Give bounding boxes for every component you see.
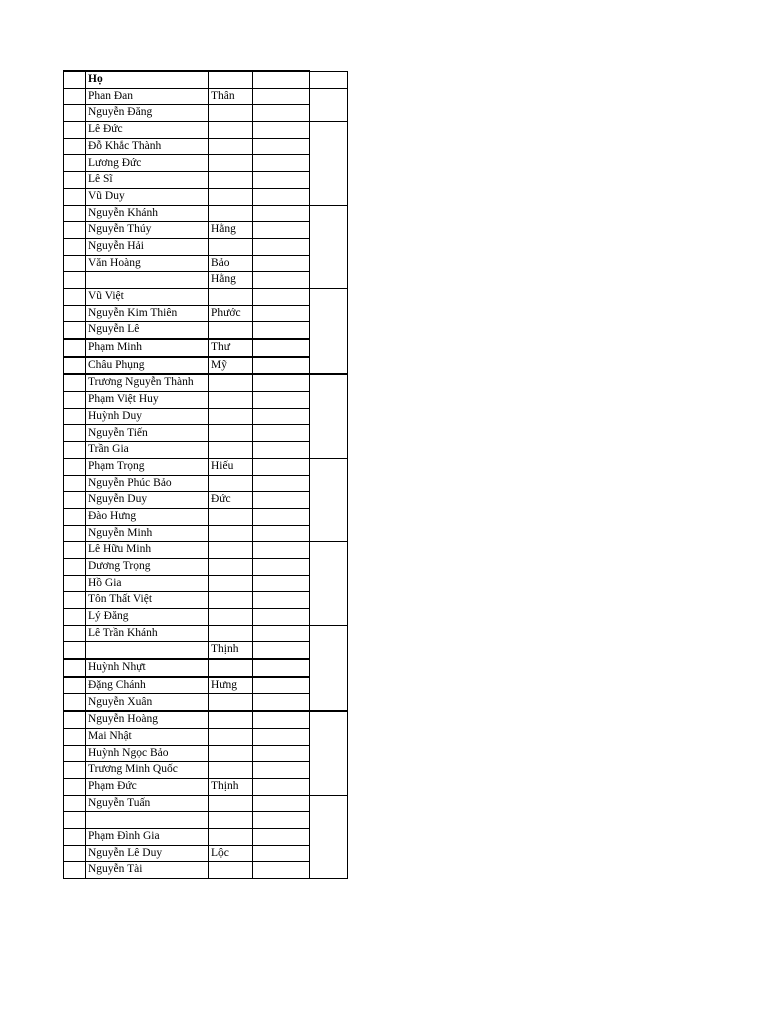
ten-cell (209, 525, 253, 542)
header-col5-cell (310, 71, 348, 88)
group-cell (310, 845, 348, 862)
table-row (64, 88, 348, 105)
group-cell (310, 475, 348, 492)
blank-cell (253, 442, 310, 459)
table-row (64, 475, 348, 492)
table-row (64, 155, 348, 172)
table-row (64, 122, 348, 139)
ho-cell: Vũ Duy (86, 188, 209, 205)
group-cell (310, 575, 348, 592)
ten-cell (209, 711, 253, 728)
blank-cell (253, 238, 310, 255)
ho-cell: Lê Trần Khánh (86, 625, 209, 642)
index-cell (64, 812, 86, 829)
student-name-table (63, 70, 348, 879)
table-row (64, 862, 348, 879)
group-cell (310, 88, 348, 105)
ten-cell: Hằng (209, 222, 253, 239)
ten-cell (209, 558, 253, 575)
blank-cell (253, 642, 310, 659)
blank-cell (253, 322, 310, 339)
index-cell (64, 155, 86, 172)
ho-cell: Phan Đan (86, 88, 209, 105)
group-cell (310, 677, 348, 694)
index-cell (64, 711, 86, 728)
ho-cell: Nguyễn Minh (86, 525, 209, 542)
index-cell (64, 609, 86, 626)
ho-cell: Đỗ Khắc Thành (86, 138, 209, 155)
ho-cell: Phạm Đức (86, 778, 209, 795)
index-cell (64, 88, 86, 105)
index-cell (64, 238, 86, 255)
table-row (64, 458, 348, 475)
ten-cell (209, 442, 253, 459)
table-row (64, 542, 348, 559)
index-cell (64, 659, 86, 677)
index-cell (64, 728, 86, 745)
index-cell (64, 492, 86, 509)
table-row (64, 659, 348, 677)
ho-cell: Phạm Minh (86, 339, 209, 357)
index-cell (64, 642, 86, 659)
ho-cell: Phạm Đình Gia (86, 828, 209, 845)
group-cell (310, 222, 348, 239)
group-cell (310, 762, 348, 779)
group-cell (310, 272, 348, 289)
ho-cell: Nguyễn Tuấn (86, 795, 209, 812)
group-cell (310, 442, 348, 459)
index-cell (64, 677, 86, 694)
group-cell (310, 255, 348, 272)
blank-cell (253, 272, 310, 289)
group-cell (310, 659, 348, 677)
ho-cell: Đặng Chánh (86, 677, 209, 694)
index-cell (64, 322, 86, 339)
table-row (64, 677, 348, 694)
ten-cell (209, 542, 253, 559)
blank-cell (253, 339, 310, 357)
group-cell (310, 105, 348, 122)
index-cell (64, 542, 86, 559)
index-cell (64, 745, 86, 762)
blank-cell (253, 812, 310, 829)
blank-cell (253, 862, 310, 879)
ten-cell (209, 762, 253, 779)
ho-cell: Lê Hữu Minh (86, 542, 209, 559)
ten-cell: Bảo (209, 255, 253, 272)
ho-cell: Châu Phụng (86, 357, 209, 375)
ho-cell: Phạm Việt Huy (86, 392, 209, 409)
group-cell (310, 288, 348, 305)
ho-cell: Lê Đức (86, 122, 209, 139)
index-cell (64, 558, 86, 575)
ten-cell (209, 122, 253, 139)
blank-cell (253, 828, 310, 845)
table-row (64, 238, 348, 255)
ho-cell: Trần Gia (86, 442, 209, 459)
header-col4-cell (253, 71, 310, 88)
ho-cell: Nguyễn Phúc Bảo (86, 475, 209, 492)
ten-cell (209, 575, 253, 592)
blank-cell (253, 558, 310, 575)
table-row (64, 305, 348, 322)
group-cell (310, 305, 348, 322)
blank-cell (253, 392, 310, 409)
blank-cell (253, 155, 310, 172)
index-cell (64, 508, 86, 525)
table-row (64, 575, 348, 592)
group-cell (310, 592, 348, 609)
blank-cell (253, 255, 310, 272)
index-cell (64, 392, 86, 409)
ho-cell: Tôn Thất Việt (86, 592, 209, 609)
group-cell (310, 392, 348, 409)
table-row (64, 222, 348, 239)
blank-cell (253, 659, 310, 677)
ten-cell (209, 155, 253, 172)
ho-cell: Nguyễn Hoàng (86, 711, 209, 728)
blank-cell (253, 694, 310, 711)
header-index-cell (64, 71, 86, 88)
table-row (64, 711, 348, 728)
table-row (64, 105, 348, 122)
blank-cell (253, 122, 310, 139)
ho-cell: Trương Nguyễn Thành (86, 374, 209, 391)
index-cell (64, 105, 86, 122)
ho-cell (86, 272, 209, 289)
ho-cell: Nguyễn Xuân (86, 694, 209, 711)
index-cell (64, 374, 86, 391)
ten-cell (209, 508, 253, 525)
group-cell (310, 205, 348, 222)
blank-cell (253, 745, 310, 762)
ten-cell: Hưng (209, 677, 253, 694)
index-cell (64, 288, 86, 305)
index-cell (64, 425, 86, 442)
header-ten-cell (209, 71, 253, 88)
ten-cell (209, 659, 253, 677)
table-row (64, 442, 348, 459)
ho-cell: Lê Sĩ (86, 172, 209, 189)
blank-cell (253, 357, 310, 375)
ho-cell: Nguyễn Đăng (86, 105, 209, 122)
group-cell (310, 188, 348, 205)
group-cell (310, 492, 348, 509)
ho-cell: Mai Nhật (86, 728, 209, 745)
table-row (64, 288, 348, 305)
table-row (64, 322, 348, 339)
table-body (64, 71, 348, 879)
ho-cell: Huỳnh Nhựt (86, 659, 209, 677)
ho-cell: Nguyễn Duy (86, 492, 209, 509)
index-cell (64, 442, 86, 459)
group-cell (310, 625, 348, 642)
ho-cell: Văn Hoàng (86, 255, 209, 272)
ten-cell (209, 105, 253, 122)
ten-cell (209, 728, 253, 745)
ho-cell (86, 642, 209, 659)
group-cell (310, 862, 348, 879)
ten-cell (209, 694, 253, 711)
table-row (64, 392, 348, 409)
table-row (64, 795, 348, 812)
ten-cell (209, 795, 253, 812)
group-cell (310, 711, 348, 728)
index-cell (64, 408, 86, 425)
index-cell (64, 828, 86, 845)
ho-cell: Vũ Việt (86, 288, 209, 305)
blank-cell (253, 609, 310, 626)
ten-cell (209, 828, 253, 845)
ho-cell: Nguyễn Tiến (86, 425, 209, 442)
group-cell (310, 374, 348, 391)
ho-cell: Nguyễn Hải (86, 238, 209, 255)
ho-cell: Nguyễn Lê Duy (86, 845, 209, 862)
blank-cell (253, 475, 310, 492)
ten-cell (209, 408, 253, 425)
group-cell (310, 694, 348, 711)
ho-cell: Trương Minh Quốc (86, 762, 209, 779)
ten-cell (209, 322, 253, 339)
blank-cell (253, 778, 310, 795)
index-cell (64, 762, 86, 779)
blank-cell (253, 205, 310, 222)
index-cell (64, 122, 86, 139)
index-cell (64, 272, 86, 289)
ten-cell (209, 609, 253, 626)
group-cell (310, 728, 348, 745)
index-cell (64, 205, 86, 222)
header-row (64, 71, 348, 88)
blank-cell (253, 172, 310, 189)
blank-cell (253, 795, 310, 812)
blank-cell (253, 374, 310, 391)
ten-cell (209, 238, 253, 255)
table-row (64, 425, 348, 442)
index-cell (64, 694, 86, 711)
blank-cell (253, 845, 310, 862)
ho-cell: Hồ Gia (86, 575, 209, 592)
table-row (64, 492, 348, 509)
group-cell (310, 172, 348, 189)
header-ho-cell: Họ (86, 71, 209, 88)
ten-cell: Đức (209, 492, 253, 509)
table-row (64, 592, 348, 609)
ten-cell (209, 425, 253, 442)
group-cell (310, 155, 348, 172)
table-row (64, 762, 348, 779)
ten-cell (209, 592, 253, 609)
blank-cell (253, 508, 310, 525)
group-cell (310, 745, 348, 762)
blank-cell (253, 305, 310, 322)
group-cell (310, 525, 348, 542)
blank-cell (253, 138, 310, 155)
ten-cell: Lộc (209, 845, 253, 862)
group-cell (310, 138, 348, 155)
group-cell (310, 642, 348, 659)
table-row (64, 694, 348, 711)
ten-cell: Phước (209, 305, 253, 322)
ho-cell: Nguyễn Thúy (86, 222, 209, 239)
ho-cell: Lương Đức (86, 155, 209, 172)
ho-cell: Dương Trọng (86, 558, 209, 575)
table-row (64, 205, 348, 222)
index-cell (64, 525, 86, 542)
ten-cell: Thư (209, 339, 253, 357)
ten-cell: Hiếu (209, 458, 253, 475)
group-cell (310, 238, 348, 255)
index-cell (64, 255, 86, 272)
ho-cell: Huỳnh Ngọc Bảo (86, 745, 209, 762)
blank-cell (253, 222, 310, 239)
group-cell (310, 828, 348, 845)
group-cell (310, 609, 348, 626)
table-row (64, 828, 348, 845)
ten-cell: Thịnh (209, 642, 253, 659)
table-row (64, 558, 348, 575)
ten-cell (209, 475, 253, 492)
ho-cell: Nguyễn Lê (86, 322, 209, 339)
blank-cell (253, 105, 310, 122)
ten-cell (209, 172, 253, 189)
group-cell (310, 322, 348, 339)
table-row (64, 625, 348, 642)
blank-cell (253, 525, 310, 542)
ten-cell (209, 288, 253, 305)
group-cell (310, 542, 348, 559)
group-cell (310, 339, 348, 357)
table-row (64, 812, 348, 829)
index-cell (64, 795, 86, 812)
index-cell (64, 138, 86, 155)
ten-cell (209, 374, 253, 391)
blank-cell (253, 728, 310, 745)
table-row (64, 642, 348, 659)
table-row (64, 272, 348, 289)
group-cell (310, 812, 348, 829)
blank-cell (253, 88, 310, 105)
ho-cell: Nguyễn Tài (86, 862, 209, 879)
index-cell (64, 222, 86, 239)
group-cell (310, 558, 348, 575)
table-row (64, 138, 348, 155)
blank-cell (253, 492, 310, 509)
group-cell (310, 778, 348, 795)
blank-cell (253, 542, 310, 559)
index-cell (64, 592, 86, 609)
ho-cell: Nguyễn Khánh (86, 205, 209, 222)
index-cell (64, 172, 86, 189)
index-cell (64, 339, 86, 357)
index-cell (64, 357, 86, 375)
ho-cell: Lý Đăng (86, 609, 209, 626)
table-row (64, 845, 348, 862)
ten-cell: Hằng (209, 272, 253, 289)
table-row (64, 525, 348, 542)
table-row (64, 374, 348, 391)
blank-cell (253, 625, 310, 642)
blank-cell (253, 711, 310, 728)
ten-cell: Mỹ (209, 357, 253, 375)
group-cell (310, 425, 348, 442)
blank-cell (253, 677, 310, 694)
blank-cell (253, 288, 310, 305)
table-row (64, 728, 348, 745)
blank-cell (253, 188, 310, 205)
blank-cell (253, 762, 310, 779)
index-cell (64, 625, 86, 642)
table-row (64, 255, 348, 272)
group-cell (310, 408, 348, 425)
blank-cell (253, 458, 310, 475)
table-row (64, 778, 348, 795)
ten-cell (209, 205, 253, 222)
blank-cell (253, 425, 310, 442)
table-row (64, 172, 348, 189)
index-cell (64, 188, 86, 205)
table-row (64, 408, 348, 425)
blank-cell (253, 575, 310, 592)
ten-cell: Thịnh (209, 778, 253, 795)
ten-cell (209, 745, 253, 762)
index-cell (64, 778, 86, 795)
ten-cell (209, 392, 253, 409)
index-cell (64, 862, 86, 879)
index-cell (64, 458, 86, 475)
group-cell (310, 357, 348, 375)
ten-cell (209, 625, 253, 642)
ten-cell (209, 188, 253, 205)
group-cell (310, 795, 348, 812)
table-row (64, 339, 348, 357)
ten-cell (209, 862, 253, 879)
table-row (64, 609, 348, 626)
group-cell (310, 458, 348, 475)
table-row (64, 745, 348, 762)
table-row (64, 188, 348, 205)
ho-cell: Đào Hưng (86, 508, 209, 525)
index-cell (64, 845, 86, 862)
ten-cell (209, 138, 253, 155)
index-cell (64, 575, 86, 592)
ten-cell: Thân (209, 88, 253, 105)
group-cell (310, 508, 348, 525)
blank-cell (253, 592, 310, 609)
index-cell (64, 475, 86, 492)
ho-cell: Nguyễn Kim Thiên (86, 305, 209, 322)
blank-cell (253, 408, 310, 425)
table-row (64, 357, 348, 375)
ho-cell: Huỳnh Duy (86, 408, 209, 425)
table-row (64, 508, 348, 525)
ho-cell (86, 812, 209, 829)
ten-cell (209, 812, 253, 829)
group-cell (310, 122, 348, 139)
index-cell (64, 305, 86, 322)
ho-cell: Phạm Trọng (86, 458, 209, 475)
